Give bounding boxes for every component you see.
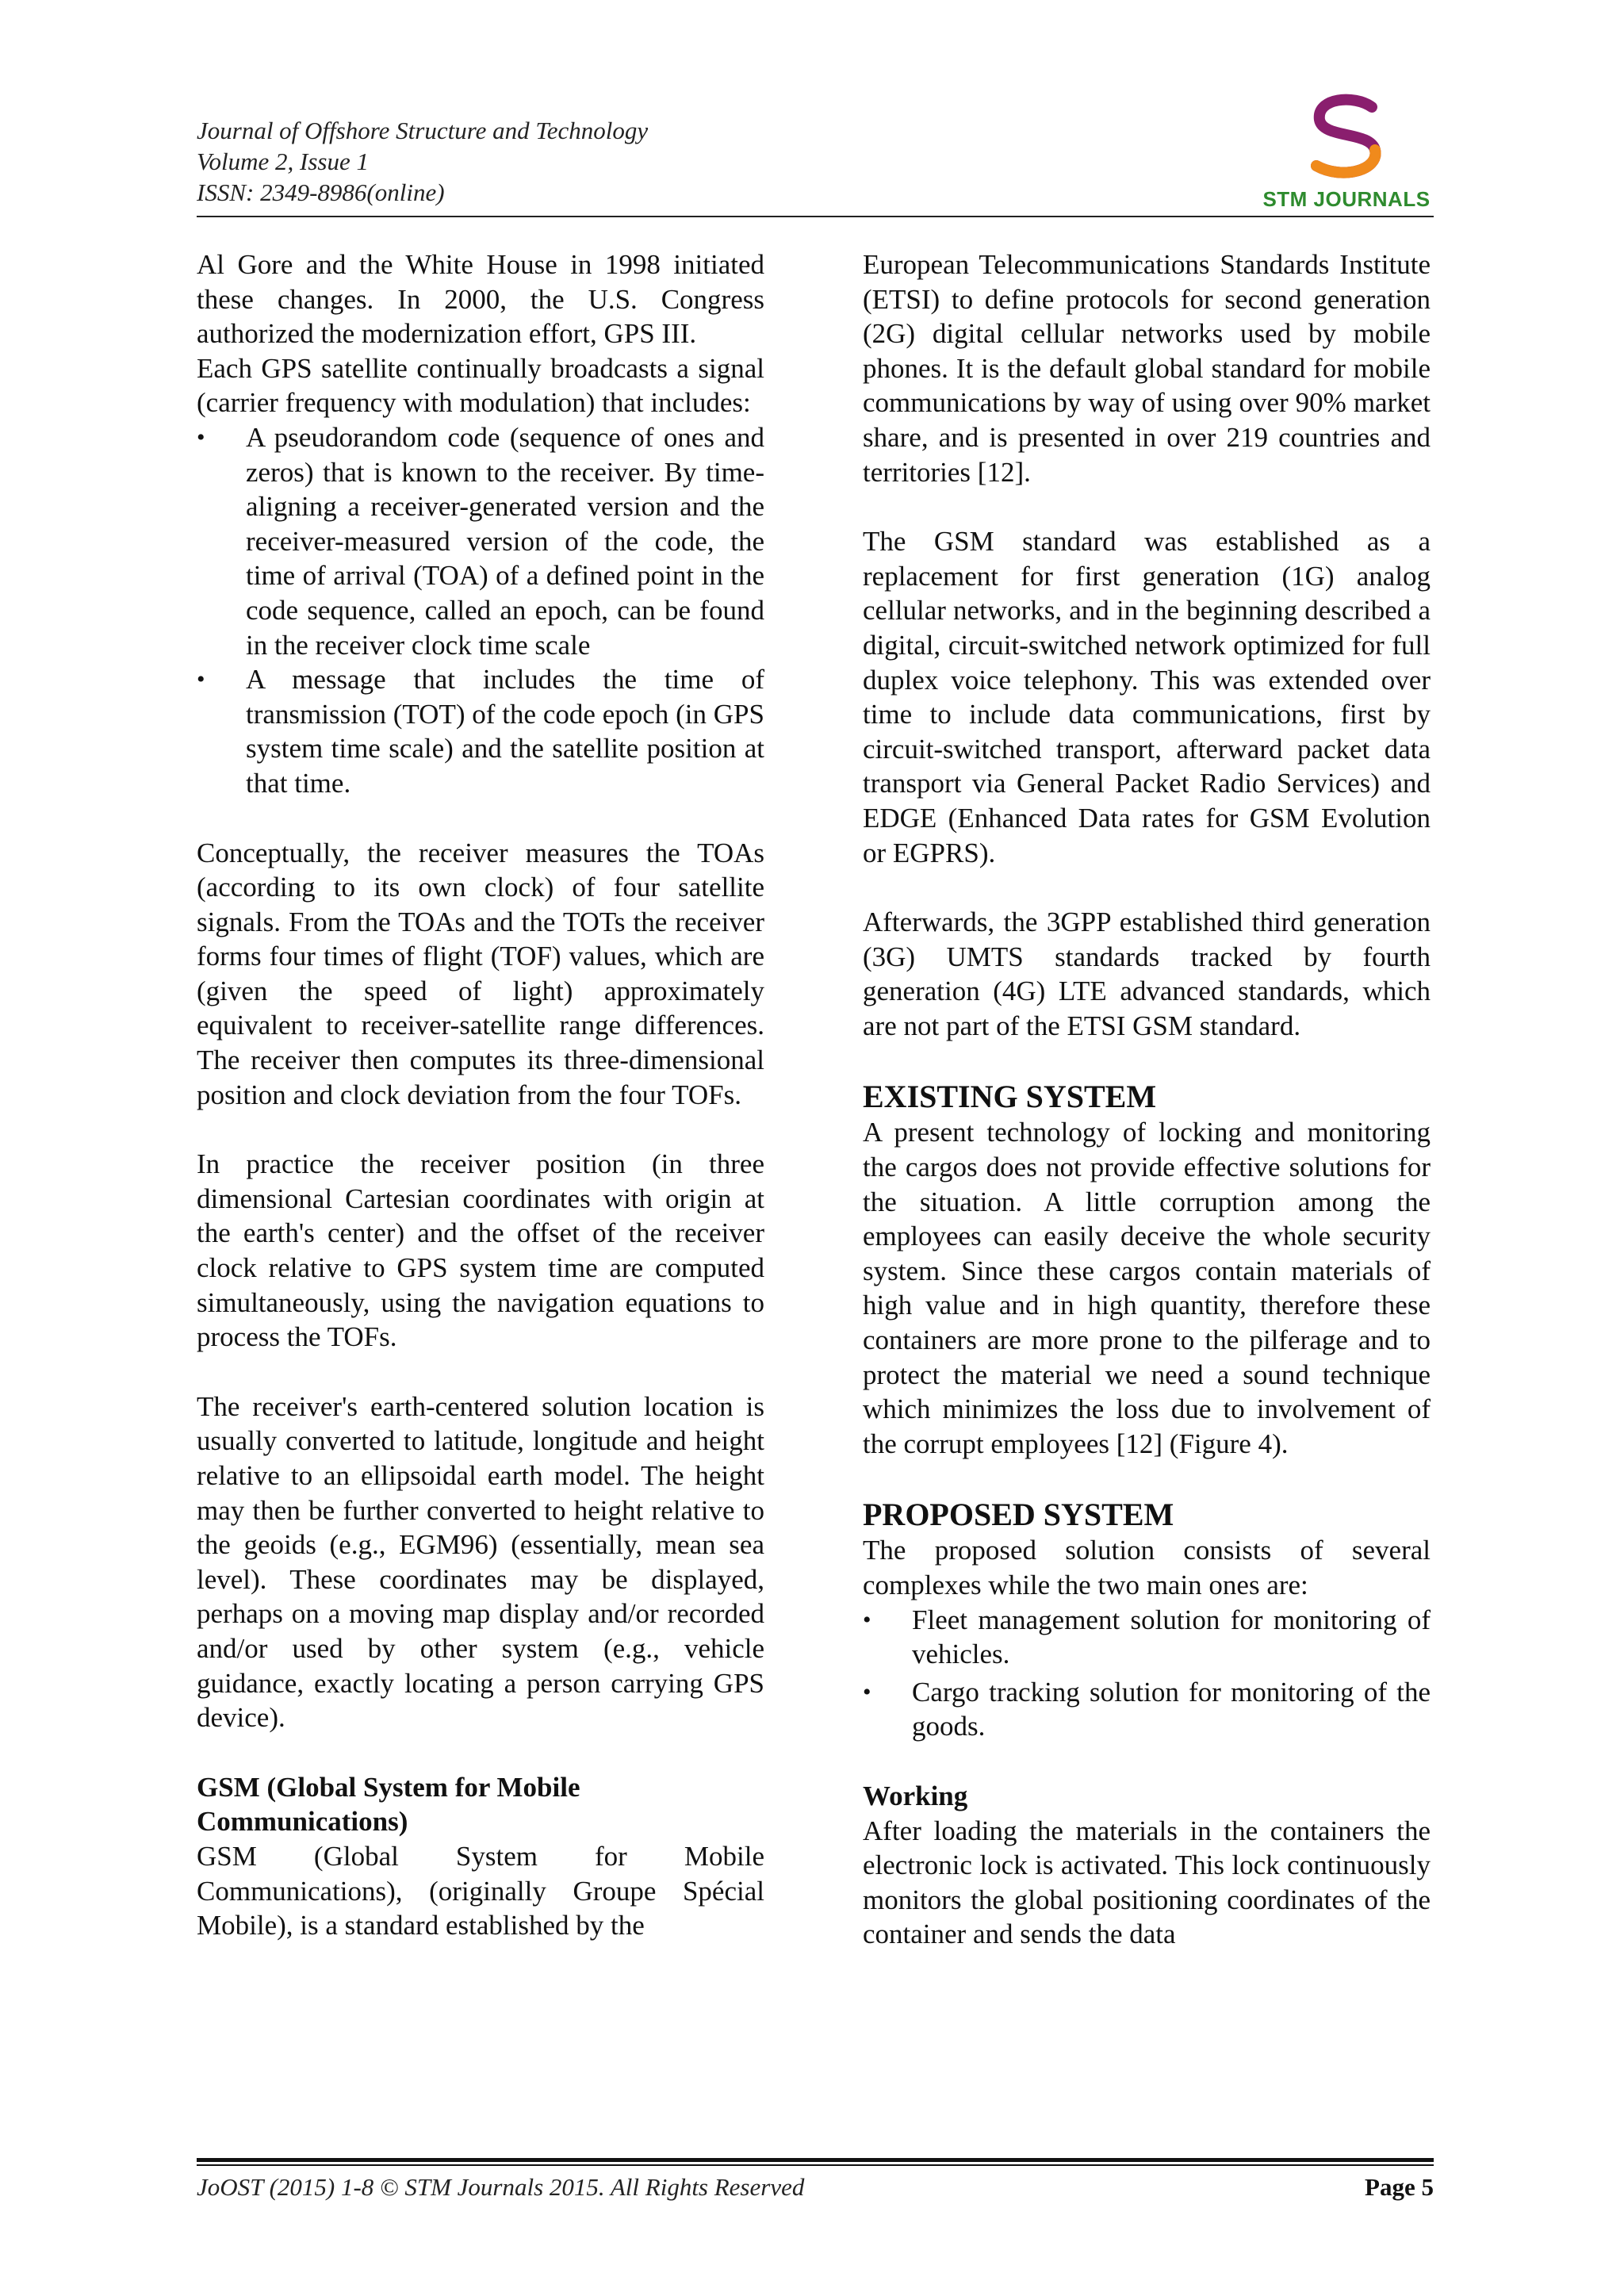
stm-logo-icon [1259, 93, 1434, 188]
bullet-icon: • [197, 666, 205, 693]
section-heading-working: Working [863, 1780, 968, 1811]
list-item-text: A pseudorandom code (sequence of ones and zeros) that is known to the receiver. By time-aligning a receiver-generated version and the receiver-measured version of the code, the time of arrival (TOA) of a defined point in the code sequence, called an epoch, can be found in the receiver clock time scale [246, 421, 764, 661]
bullet-icon: • [863, 1606, 871, 1633]
section-heading-proposed-system: PROPOSED SYSTEM [863, 1497, 1174, 1533]
page-header [197, 115, 1434, 217]
paragraph: Conceptually, the receiver measures the TOAs (according to its own clock) of four satellite signals. From the TOAs and the TOTs the receiver forms four times of flight (TOF) values, which are (given the speed of light) approximately equivalent to receiver-satellite range differences. The receiver then computes its three-dimensional position and clock deviation from the four TOFs. [197, 837, 764, 1110]
list-item [863, 1675, 1431, 1744]
list-item [197, 420, 764, 662]
paragraph: The GSM standard was established as a replacement for first generation (1G) analog cellular networks, and in the beginning described a digital, circuit-switched network optimized for full duplex voice telephony. This was extended over time to include data communications, first by circuit-switched transport, afterward packet data transport via General Packet Radio Services) and EDGE (Enhanced Data rates for GSM Evolution or EGPRS). [863, 526, 1431, 868]
section-heading-existing-system: EXISTING SYSTEM [863, 1079, 1157, 1115]
section-heading-gsm: GSM (Global System for Mobile Communications) [197, 1771, 580, 1838]
journal-issn: ISSN: 2349-8986(online) [197, 178, 445, 206]
bullet-list [863, 1603, 1431, 1744]
paragraph: The receiver's earth-centered solution location is usually converted to latitude, longitude and height relative to an ellipsoidal earth model. The height may then be further converted to height relative to the geoids (e.g., EGM96) (essentially, mean sea level). These coordinates may be displayed, perhaps on a moving map display and/or recorded and/or used by other system (e.g., vehicle guidance, exactly locating a person carrying GPS device). [197, 1390, 764, 1734]
paragraph: GSM (Global System for Mobile Communications), (originally Groupe Spécial Mobile), is a standard established by the [197, 1840, 764, 1941]
paragraph: Each GPS satellite continually broadcasts a signal (carrier frequency with modulation) that includes: [197, 352, 764, 419]
journal-info [197, 115, 648, 208]
paragraph: A present technology of locking and monitoring the cargos does not provide effective solutions for the situation. A little corruption among the employees can easily deceive the whole security system. Since these cargos contain materials of high value and in high quantity, therefore these containers are more prone to the pilferage and to protect the material we need a sound technique which minimizes the loss due to involvement of the corrupt employees [12] (Figure 4). [863, 1117, 1431, 1459]
list-item [863, 1603, 1431, 1672]
paragraph: Al Gore and the White House in 1998 initiated these changes. In 2000, the U.S. Congress authorized the modernization effort, GPS III. [197, 249, 764, 350]
bullet-list [197, 420, 764, 801]
journal-title: Journal of Offshore Structure and Technology [197, 117, 649, 144]
left-column [197, 247, 764, 1943]
journal-volume: Volume 2, Issue 1 [197, 148, 369, 175]
paragraph: Afterwards, the 3GPP established third generation (3G) UMTS standards tracked by fourth generation (4G) LTE advanced standards, which are not part of the ETSI GSM standard. [863, 907, 1431, 1041]
bullet-icon: • [863, 1678, 871, 1705]
list-item [197, 662, 764, 800]
paragraph: After loading the materials in the containers the electronic lock is activated. This lock continuously monitors the global positioning coordinates of the container and sends the data [863, 1815, 1431, 1950]
list-item-text: Fleet management solution for monitoring of vehicles. [912, 1604, 1431, 1670]
stm-journals-logo [1259, 93, 1434, 212]
list-item-text: A message that includes the time of transmission (TOT) of the code epoch (in GPS system time scale) and the satellite position at that time. [246, 664, 764, 799]
header-divider [197, 216, 1434, 217]
footer-divider-thin [197, 2164, 1434, 2166]
list-item-text: Cargo tracking solution for monitoring of the goods. [912, 1676, 1431, 1742]
right-column [863, 247, 1431, 1952]
logo-text: STM JOURNALS [1262, 187, 1431, 211]
footer-divider [197, 2158, 1434, 2162]
footer-citation: JoOST (2015) 1-8 © STM Journals 2015. All Rights Reserved [197, 2173, 805, 2201]
page-number: Page 5 [1365, 2173, 1434, 2201]
paragraph: European Telecommunications Standards Institute (ETSI) to define protocols for second generation (2G) digital cellular networks used by mobile phones. It is the default global standard for mobile communications by way of using over 90% market share, and is presented in over 219 countries and territories [12]. [863, 249, 1431, 488]
paragraph: In practice the receiver position (in three dimensional Cartesian coordinates with origin at the earth's center) and the offset of the receiver clock relative to GPS system time are computed simultaneously, using the navigation equations to process the TOFs. [197, 1148, 764, 1353]
paragraph: The proposed solution consists of several complexes while the two main ones are: [863, 1535, 1431, 1600]
bullet-icon: • [197, 424, 205, 450]
